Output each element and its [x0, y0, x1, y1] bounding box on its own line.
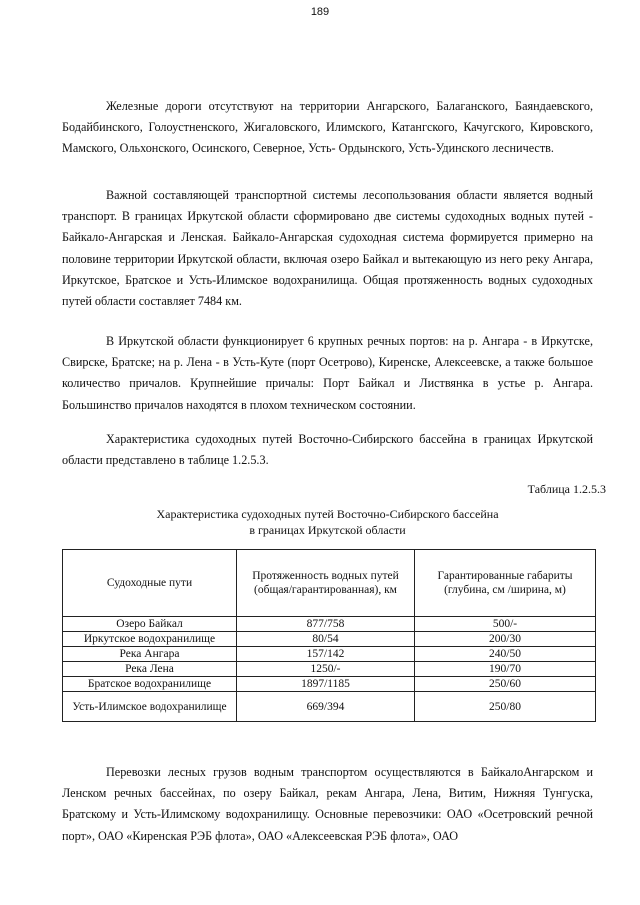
cell-length: 80/54 — [237, 632, 415, 647]
cell-waterway: Иркутское водохранилище — [63, 632, 237, 647]
table-caption — [62, 506, 593, 538]
waterways-table — [62, 549, 596, 722]
cell-length: 877/758 — [237, 617, 415, 632]
paragraph-railways: Железные дороги отсутствуют на территории Ангарского, Балаганского, Баяндаевского, Бодайбинского, Голоустненского, Жигаловского, Илимского, Катангского, Качугского, Кировского, Мамского, Ольхонского, Осинского, Северное, Усть- Ордынского, Усть-Удинского лесничеств. — [62, 99, 593, 156]
cell-length: 669/394 — [237, 692, 415, 722]
paragraph-table-intro: Характеристика судоходных путей Восточно-Сибирского бассейна в границах Иркутской области представлено в таблице 1.2.5.3. — [62, 432, 593, 468]
cell-dimensions: 500/- — [415, 617, 596, 632]
table-row — [63, 632, 596, 647]
table-row — [63, 677, 596, 692]
table-row — [63, 662, 596, 677]
cell-waterway: Братское водохранилище — [63, 677, 237, 692]
cell-dimensions: 250/60 — [415, 677, 596, 692]
cell-waterway: Усть-Илимское водохранилище — [63, 692, 237, 722]
header-dimensions: Гарантированные габариты (глубина, см /ширина, м) — [415, 550, 596, 617]
table-row — [63, 617, 596, 632]
header-waterways: Судоходные пути — [63, 550, 237, 617]
cell-dimensions: 240/50 — [415, 647, 596, 662]
table-label: Таблица 1.2.5.3 — [527, 482, 606, 496]
table-caption-line-2: в границах Иркутской области — [249, 523, 406, 537]
cell-length: 1250/- — [237, 662, 415, 677]
cell-length: 157/142 — [237, 647, 415, 662]
header-length: Протяженность водных путей (общая/гарантированная), км — [237, 550, 415, 617]
cell-dimensions: 250/80 — [415, 692, 596, 722]
table-row — [63, 692, 596, 722]
cell-waterway: Река Лена — [63, 662, 237, 677]
paragraph-water-transport: Важной составляющей транспортной системы лесопользования области является водный транспорт. В границах Иркутской области сформировано две системы судоходных водных путей - Байкало-Ангарская и Ленская. Байкало-Ангарская судоходная система формируется примерно на половине территории Иркутской области, включая озеро Байкал и вытекающую из него реку Ангара, Иркутское, Братское и Усть-Илимское водохранилища. Общая протяженность водных судоходных путей области составляет 7484 км. — [62, 188, 593, 309]
paragraph-river-ports: В Иркутской области функционирует 6 крупных речных портов: на р. Ангара - в Иркутске, Свирске, Братске; на р. Лена - в Усть-Куте (порт Осетрово), Киренске, Алексеевске, а также большое количество причалов. Крупнейшие причалы: Порт Байкал и Листвянка в устье р. Ангара. Большинство причалов находятся в плохом техническом состоянии. — [62, 334, 593, 412]
cell-dimensions: 200/30 — [415, 632, 596, 647]
table-caption-line-1: Характеристика судоходных путей Восточно-Сибирского бассейна — [156, 507, 499, 521]
cell-length: 1897/1185 — [237, 677, 415, 692]
cell-dimensions: 190/70 — [415, 662, 596, 677]
table-row — [63, 647, 596, 662]
cell-waterway: Река Ангара — [63, 647, 237, 662]
table-header-row — [63, 550, 596, 617]
page-number: 189 — [310, 6, 330, 18]
paragraph-timber-shipping: Перевозки лесных грузов водным транспортом осуществляются в БайкалоАнгарском и Ленском речных бассейнах, по озеру Байкал, рекам Ангара, Лена, Витим, Нижняя Тунгуска, Братскому и Усть-Илимскому водохранилищу. Основные перевозчики: ОАО «Осетровский речной порт», ОАО «Киренская РЭБ флота», ОАО «Алексеевская РЭБ флота», ОАО — [62, 765, 593, 843]
cell-waterway: Озеро Байкал — [63, 617, 237, 632]
